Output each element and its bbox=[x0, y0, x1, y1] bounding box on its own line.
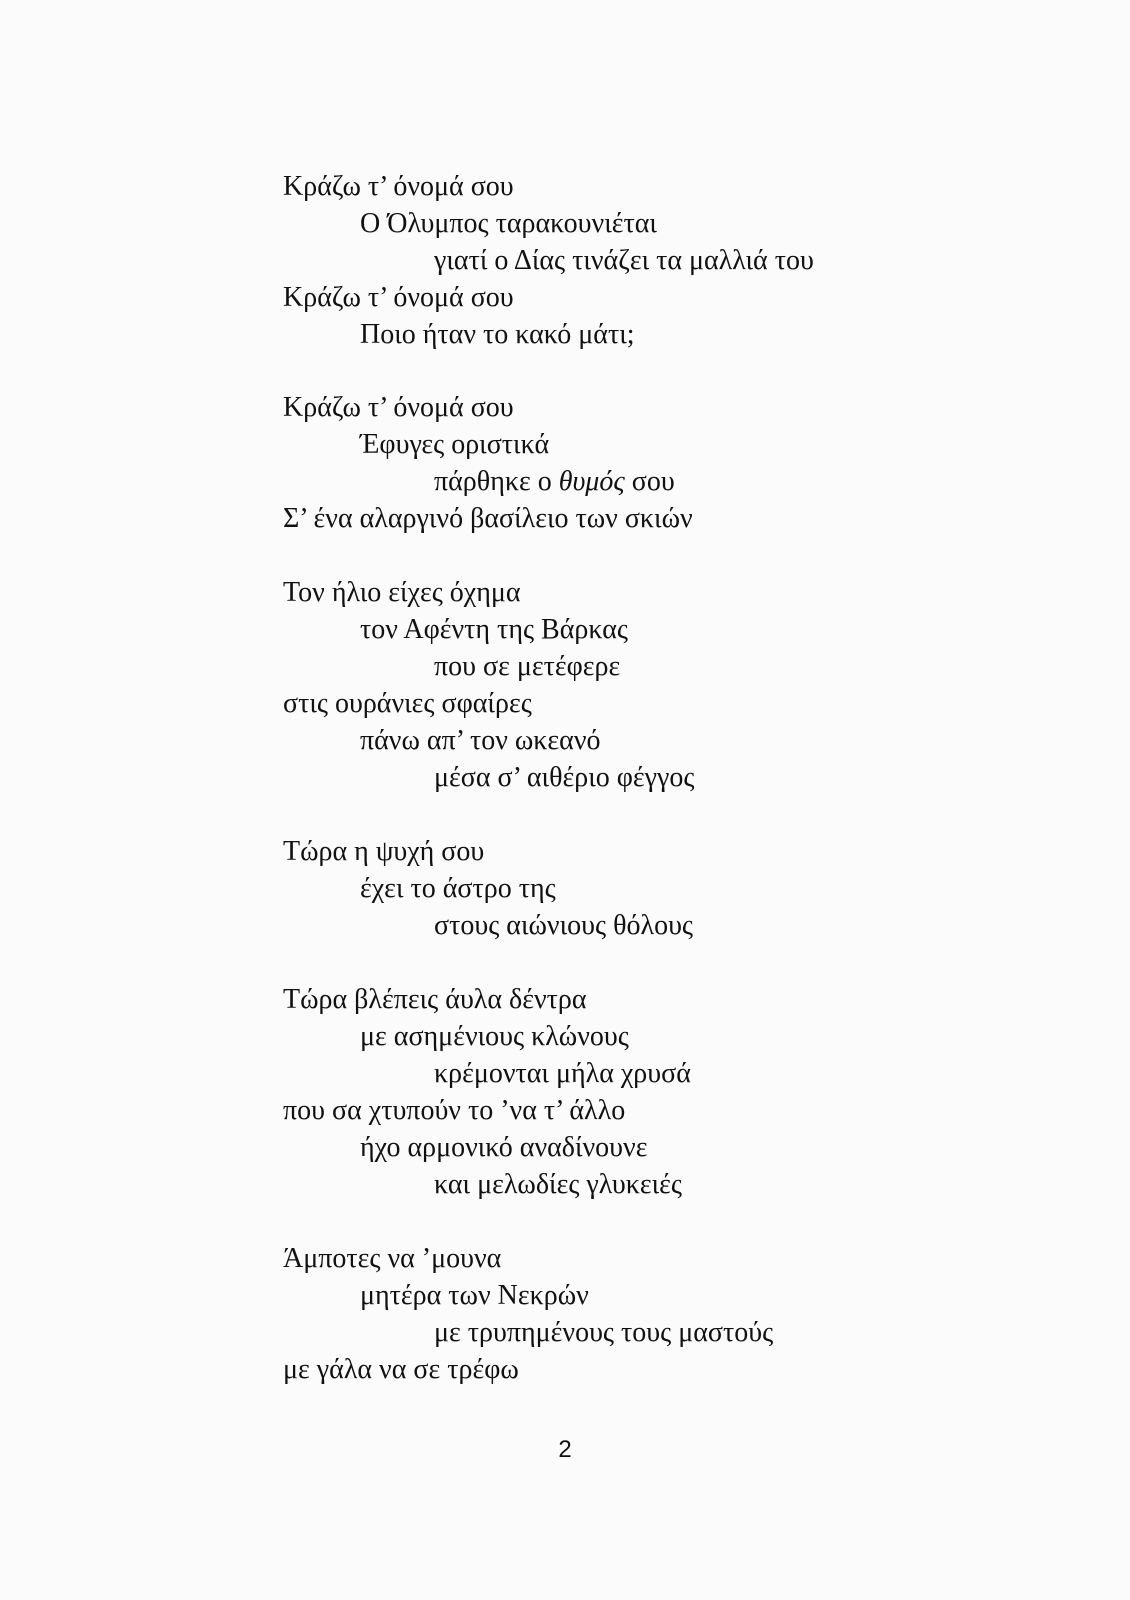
poem-line: γιατί ο Δίας τινάζει τα μαλλιά του bbox=[434, 245, 814, 276]
poem-line: με ασημένιους κλώνους bbox=[360, 1021, 629, 1052]
poem-line: μητέρα των Νεκρών bbox=[360, 1280, 589, 1311]
poem-line: και μελωδίες γλυκειές bbox=[434, 1169, 682, 1200]
poem-line: τον Αφέντη της Βάρκας bbox=[360, 614, 628, 645]
italic-word: θυμός bbox=[558, 466, 625, 497]
poem-line: ήχο αρμονικό αναδίνουνε bbox=[360, 1132, 648, 1163]
poem-line: έχει το άστρο της bbox=[360, 873, 556, 904]
poem-line: Άμποτες να ’μουνα bbox=[283, 1243, 502, 1274]
poem-line: που σε μετέφερε bbox=[434, 651, 621, 682]
poem-line: κρέμονται μήλα χρυσά bbox=[434, 1058, 691, 1089]
poem-line: Ο Όλυμπος ταρακουνιέται bbox=[360, 208, 657, 239]
poem-line: μέσα σ’ αιθέριο φέγγος bbox=[434, 762, 695, 793]
poem-line: Τώρα βλέπεις άυλα δέντρα bbox=[283, 984, 587, 1015]
poem-line: Κράζω τ’ όνομά σου bbox=[283, 282, 514, 313]
poem-line: με γάλα να σε τρέφω bbox=[283, 1354, 519, 1385]
poem-text: σου bbox=[624, 466, 675, 497]
poem-line: στις ουράνιες σφαίρες bbox=[283, 688, 532, 719]
poem-line: Έφυγες οριστικά bbox=[360, 429, 550, 460]
poem-line-with-italic bbox=[434, 463, 675, 500]
poem-line: Τον ήλιο είχες όχημα bbox=[283, 577, 521, 608]
poem-text: πάρθηκε ο bbox=[434, 466, 559, 497]
poem-line: Τώρα η ψυχή σου bbox=[283, 836, 485, 867]
poem-line: Κράζω τ’ όνομά σου bbox=[283, 171, 514, 202]
poem-line: Κράζω τ’ όνομά σου bbox=[283, 392, 514, 423]
poem-line: που σα χτυπούν το ’να τ’ άλλο bbox=[283, 1095, 626, 1126]
poem-line: Σ’ ένα αλαργινό βασίλειο των σκιών bbox=[283, 503, 693, 534]
page-number: 2 bbox=[558, 1436, 572, 1463]
poem-line: με τρυπημένους τους μαστούς bbox=[434, 1317, 774, 1348]
poem-line: Ποιο ήταν το κακό μάτι; bbox=[360, 319, 635, 350]
poem-line: πάνω απ’ τον ωκεανό bbox=[360, 725, 601, 756]
poem-line: στους αιώνιους θόλους bbox=[434, 910, 694, 941]
